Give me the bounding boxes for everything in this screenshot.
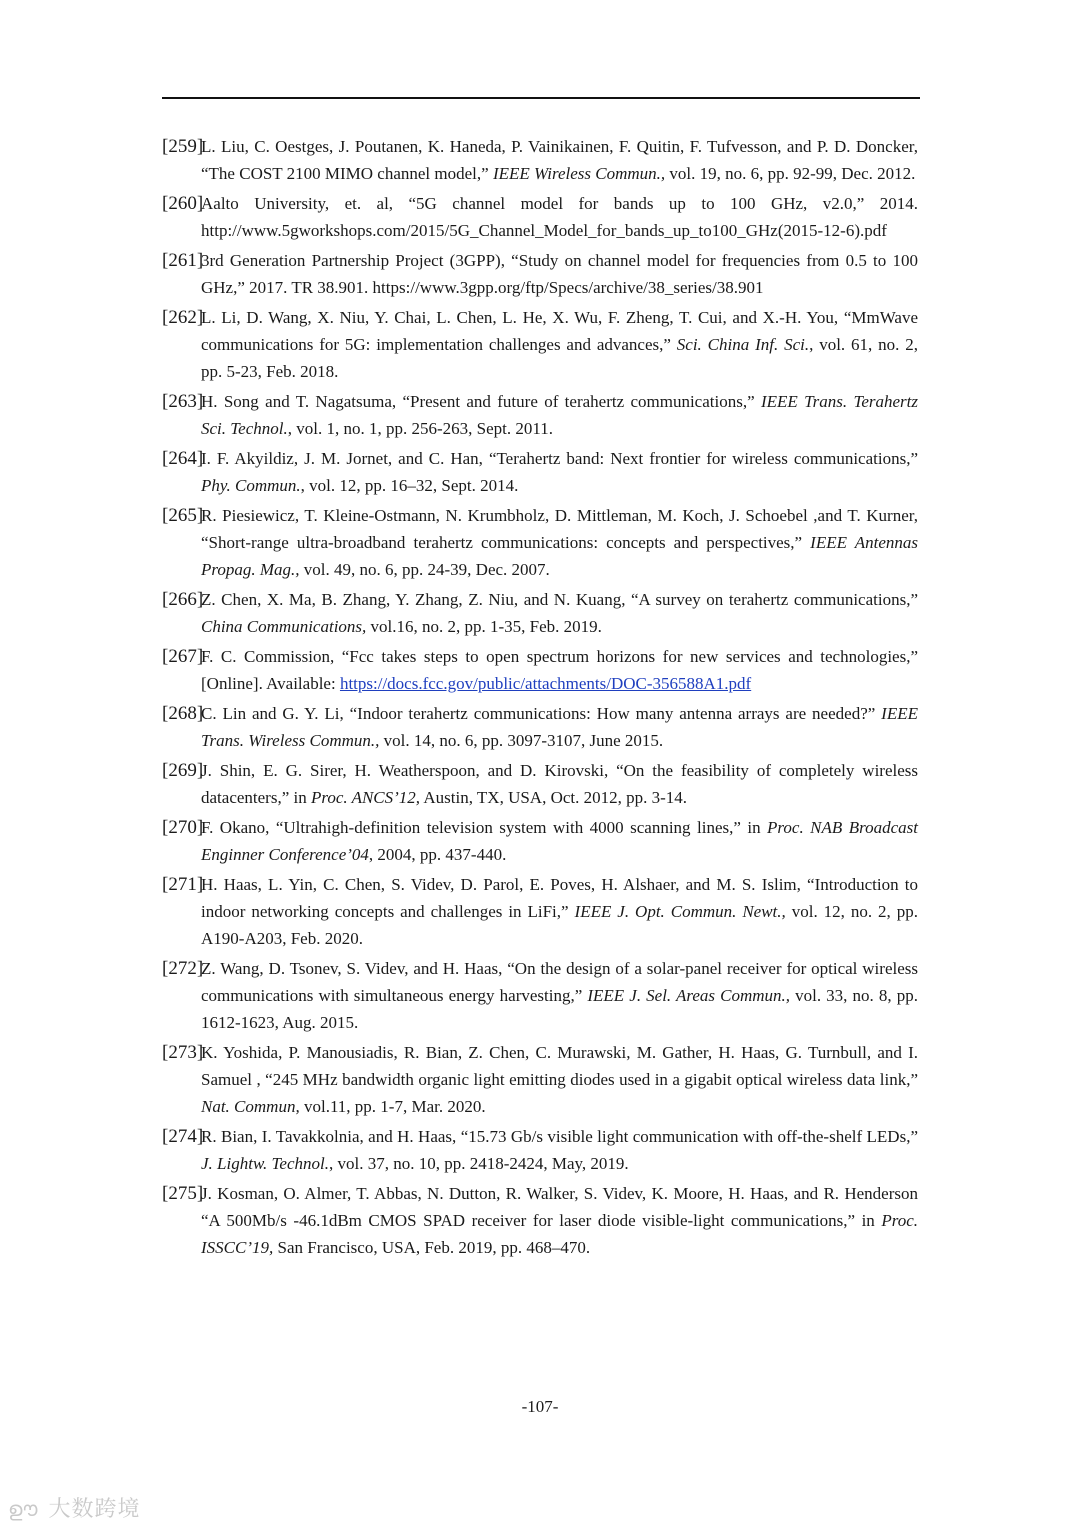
reference-list [162,133,918,1264]
reference-text [201,247,918,301]
reference-segment: F. Okano, “Ultrahigh-definition television system with 4000 scanning lines,” in [201,818,768,837]
reference-item [162,757,918,811]
reference-item [162,304,918,385]
reference-venue: IEEE Trans. Terahertz Sci. Technol. [201,392,918,438]
reference-segment: vol.11, pp. 1-7, Mar. 2020. [299,1097,486,1116]
reference-segment: C. Lin and G. Y. Li, “Indoor terahertz communications: How many antenna arrays are needed?” [201,704,882,723]
reference-segment: vol. 49, no. 6, pp. 24-39, Dec. 2007. [299,560,550,579]
reference-number: [272] [162,958,204,979]
reference-segment: H. Haas, L. Yin, C. Chen, S. Videv, D. Parol, E. Poves, H. Alshaer, and M. S. Islim, “Introduction to indoor networking concepts and challenges in LiFi,” [201,875,918,921]
header-rule [162,97,920,99]
reference-segment: , 2004, pp. 437-440. [368,845,507,864]
reference-text [201,955,918,1036]
reference-segment: R. Piesiewicz, T. Kleine-Ostmann, N. Krumbholz, D. Mittleman, M. Koch, J. Schoebel ,and T. Kurner, “Short-range ultra-broadband terahertz communications: concepts and perspectives,” [201,506,918,552]
reference-venue: J. Lightw. Technol. [201,1154,329,1173]
reference-text [201,1039,918,1120]
reference-number: [259] [162,136,204,157]
reference-text [201,304,918,385]
reference-segment: Z. Wang, D. Tsonev, S. Videv, and H. Haas, “On the design of a solar-panel receiver for optical wireless communications with simultaneous energy harvesting,” [201,959,918,1005]
reference-segment: vol.16, no. 2, pp. 1-35, Feb. 2019. [366,617,602,636]
reference-item [162,1180,918,1261]
reference-item [162,445,918,499]
reference-text [201,190,918,244]
watermark-text: 大数跨境 [48,1497,141,1522]
reference-segment: I. F. Akyildiz, J. M. Jornet, and C. Han, “Terahertz band: Next frontier for wireless communications,” [201,449,918,468]
reference-segment: F. C. Commission, “Fcc takes steps to open spectrum horizons for new services and technologies,” [Online]. Available: [201,647,918,693]
reference-number: [267] [162,646,204,667]
reference-segment: Austin, TX, USA, Oct. 2012, pp. 3-14. [420,788,688,807]
reference-number: [273] [162,1042,204,1063]
reference-number: [260] [162,193,204,214]
reference-item [162,502,918,583]
watermark [8,1492,140,1523]
weibo-icon: ഊ [8,1497,39,1521]
reference-number: [274] [162,1126,204,1147]
reference-segment: Z. Chen, X. Ma, B. Zhang, Y. Zhang, Z. Niu, and N. Kuang, “A survey on terahertz communications,” [201,590,918,609]
reference-segment: San Francisco, USA, Feb. 2019, pp. 468–470. [273,1238,591,1257]
reference-link[interactable]: https://docs.fcc.gov/public/attachments/DOC-356588A1.pdf [339,674,752,693]
reference-venue: IEEE Wireless Commun., [492,164,666,183]
reference-text [201,643,918,697]
reference-item [162,1039,918,1120]
reference-venue: IEEE Trans. Wireless Commun., [201,704,918,750]
reference-venue: China Communications, [201,617,367,636]
reference-segment: H. Song and T. Nagatsuma, “Present and future of terahertz communications,” [201,392,761,411]
reference-venue: IEEE J. Sel. Areas Commun., [587,986,791,1005]
reference-text [201,586,918,640]
reference-item [162,955,918,1036]
reference-text [201,445,918,499]
reference-number: [269] [162,760,204,781]
reference-segment: R. Bian, I. Tavakkolnia, and H. Haas, “15.73 Gb/s visible light communication with off-the-shelf LEDs,” [201,1127,918,1146]
reference-number: [270] [162,817,204,838]
reference-venue: Proc. ISSCC’19, [201,1211,918,1257]
reference-number: [262] [162,307,204,328]
reference-item [162,133,918,187]
reference-number: [264] [162,448,204,469]
reference-text [201,502,918,583]
reference-text [201,757,918,811]
reference-segment: K. Yoshida, P. Manousiadis, R. Bian, Z. Chen, C. Murawski, M. Gather, H. Haas, G. Turnbull, and I. Samuel , “245 MHz bandwidth organic light emitting diodes used in a gigabit optical wireless data link,” [201,1043,918,1089]
reference-text [201,1180,918,1261]
reference-item [162,643,918,697]
reference-number: [271] [162,874,204,895]
reference-segment: , vol. 1, no. 1, pp. 256-263, Sept. 2011. [287,419,553,438]
reference-segment: vol. 33, no. 8, pp. 1612-1623, Aug. 2015. [201,986,918,1032]
reference-segment: J. Shin, E. G. Sirer, H. Weatherspoon, and D. Kirovski, “On the feasibility of completely wireless datacenters,” in [201,761,918,807]
reference-text [201,814,918,868]
reference-text [201,871,918,952]
reference-number: [265] [162,505,204,526]
reference-segment: J. Kosman, O. Almer, T. Abbas, N. Dutton, R. Walker, S. Videv, K. Moore, H. Haas, and R. Henderson “A 500Mb/s -46.1dBm CMOS SPAD receiver for laser diode visible-light communications,” in [201,1184,918,1230]
reference-text [201,700,918,754]
reference-venue: Phy. Commun. [201,476,301,495]
reference-item [162,247,918,301]
reference-segment: , vol. 12, pp. 16–32, Sept. 2014. [300,476,519,495]
reference-segment: L. Li, D. Wang, X. Niu, Y. Chai, L. Chen, L. He, X. Wu, F. Zheng, T. Cui, and X.-H. You, “MmWave communications for 5G: implementation challenges and advances,” [201,308,918,354]
reference-segment: vol. 12, no. 2, pp. A190-A203, Feb. 2020. [201,902,918,948]
reference-item [162,388,918,442]
reference-item [162,814,918,868]
page-number: -107- [521,1397,559,1416]
reference-segment: Aalto University, et. al, “5G channel model for bands up to 100 GHz, v2.0,” 2014. http://www.5gworkshops.com/2015/5G_Channel_Model_for_bands_up_to100_GHz(2015-12-6).pdf [201,194,918,240]
reference-item [162,586,918,640]
reference-venue: Nat. Commun, [201,1097,300,1116]
reference-text [201,133,918,187]
reference-text [201,388,918,442]
reference-number: [266] [162,589,204,610]
reference-venue: Proc. NAB Broadcast Enginner Conference’04 [201,818,918,864]
reference-text [201,1123,918,1177]
reference-venue: Proc. ANCS’12, [310,788,421,807]
reference-venue: IEEE J. Opt. Commun. Newt., [574,902,786,921]
reference-segment: , vol. 61, no. 2, pp. 5-23, Feb. 2018. [201,335,918,381]
reference-venue: IEEE Antennas Propag. Mag., [201,533,918,579]
reference-number: [263] [162,391,204,412]
reference-segment: , vol. 37, no. 10, pp. 2418-2424, May, 2019. [328,1154,629,1173]
reference-segment: vol. 14, no. 6, pp. 3097-3107, June 2015. [379,731,664,750]
reference-item [162,1123,918,1177]
reference-segment: 3rd Generation Partnership Project (3GPP), “Study on channel model for frequencies from 0.5 to 100 GHz,” 2017. TR 38.901. https://www.3gpp.org/ftp/Specs/archive/38_series/38.901 [201,251,918,297]
reference-item [162,700,918,754]
reference-number: [261] [162,250,204,271]
reference-number: [275] [162,1183,204,1204]
reference-venue: Sci. China Inf. Sci. [676,335,810,354]
reference-segment: vol. 19, no. 6, pp. 92-99, Dec. 2012. [665,164,916,183]
reference-segment: L. Liu, C. Oestges, J. Poutanen, K. Haneda, P. Vainikainen, F. Quitin, F. Tufvesson, and P. D. Doncker, “The COST 2100 MIMO channel model,” [201,137,918,183]
reference-item [162,871,918,952]
reference-number: [268] [162,703,204,724]
reference-item [162,190,918,244]
